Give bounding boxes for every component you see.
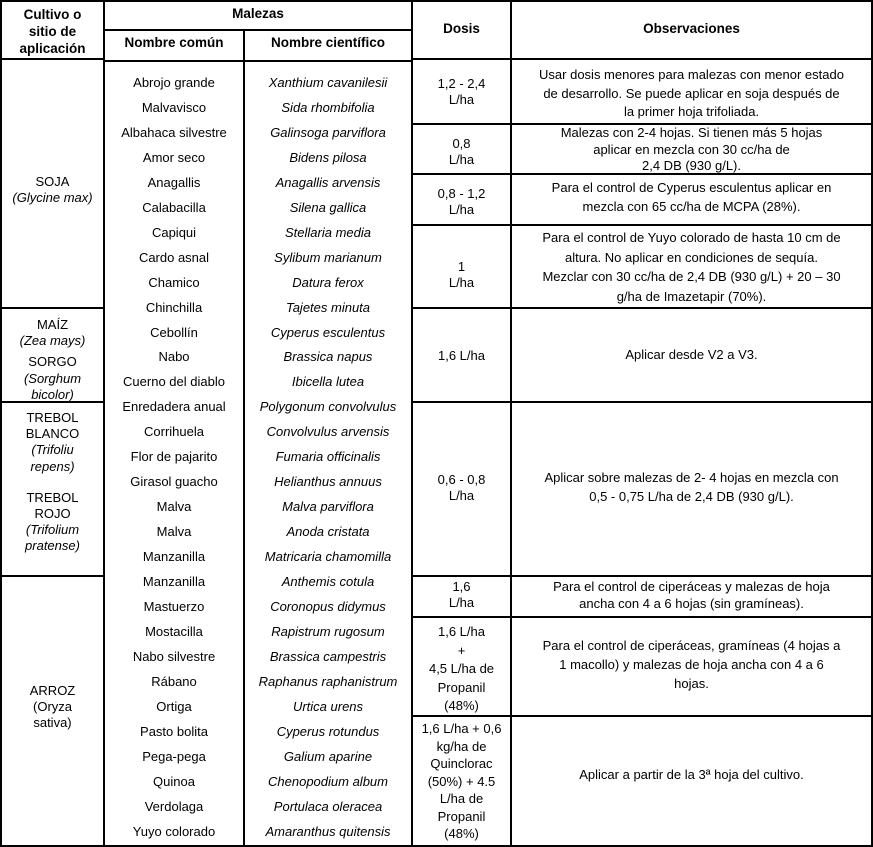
observation-line: 1 macollo) y malezas de hoja ancha con 4 a 6: [559, 657, 824, 672]
weed-common-name: Nabo silvestre: [132, 649, 216, 664]
weed-common-name: Cuerno del diablo: [123, 374, 225, 389]
dose-cell: [413, 623, 510, 716]
header-cultivo-line: Cultivo o: [23, 7, 82, 22]
dose-line: kg/ha de: [436, 738, 487, 754]
header-cultivo-line: aplicación: [19, 41, 86, 56]
header-cultivo-line: sitio de: [28, 24, 77, 39]
dose-line: L/ha: [448, 202, 475, 217]
observation-cell: [512, 228, 871, 306]
dose-line: L/ha: [448, 92, 475, 107]
weed-scientific-name: Convolvulus arvensis: [266, 424, 390, 439]
dose-cell: [413, 720, 510, 843]
header-bottom-left: [0, 58, 105, 60]
observation-line: de desarrollo. Se puede aplicar en soja después de: [543, 85, 840, 101]
observation-cell: [512, 766, 871, 785]
dose-line: 1,2 - 2,4: [437, 76, 486, 91]
weed-common-name: Capiqui: [151, 225, 197, 240]
header-dosis: Dosis: [443, 21, 480, 36]
dose-line: +: [457, 642, 466, 658]
crop-scientific: bicolor): [31, 386, 74, 402]
header-bottom-right: [411, 58, 873, 60]
weed-common-name: Manzanilla: [142, 549, 206, 564]
observation-line: Usar dosis menores para malezas con menor estado: [539, 67, 844, 82]
weed-scientific-name: Tajetes minuta: [285, 300, 371, 315]
weed-scientific-name: Malva parviflora: [282, 499, 374, 514]
dose-line: (48%): [444, 698, 479, 713]
weed-scientific-name: Raphanus raphanistrum: [258, 674, 398, 689]
dose-line: 1,6: [452, 579, 471, 594]
weed-common-name: Malva: [156, 499, 192, 514]
dose-divider: [411, 616, 873, 618]
crop-scientific: pratense): [25, 538, 80, 554]
observation-line: Aplicar desde V2 a V3.: [625, 347, 758, 362]
weed-common-name: Chinchilla: [145, 300, 203, 315]
weed-common-name: Enredadera anual: [122, 399, 226, 414]
observation-line: altura. No aplicar en condiciones de sequía.: [565, 249, 818, 265]
weed-scientific-name: Urtica urens: [292, 699, 364, 714]
crop-scientific: sativa): [33, 715, 72, 731]
weed-common-name: Quinoa: [153, 774, 195, 789]
dose-divider: [411, 401, 873, 403]
observation-cell: [512, 578, 871, 612]
dose-cell: [413, 76, 510, 108]
dose-divider: [411, 307, 873, 309]
observation-line: g/ha de Imazetapir (70%).: [616, 288, 767, 304]
table-border-top: [0, 0, 873, 2]
weed-common-name: Corrihuela: [144, 424, 204, 439]
weed-scientific-name: Cyperus esculentus: [270, 325, 386, 340]
weed-common-name: Anagallis: [147, 175, 201, 190]
crop-scientific: (Glycine max): [12, 190, 93, 206]
weed-common-name: Malva: [156, 524, 192, 539]
weed-common-name: Abrojo grande: [133, 75, 215, 90]
weed-common-name: Mastuerzo: [143, 599, 205, 614]
observation-line: Para el control de Yuyo colorado de hasta 10 cm de: [542, 230, 841, 245]
weed-scientific-name: Stellaria media: [285, 225, 371, 240]
crop-maiz-sorgo: [2, 317, 103, 403]
observation-line: Aplicar sobre malezas de 2- 4 hojas en mezcla con: [544, 470, 839, 485]
weed-scientific-name: Datura ferox: [292, 275, 364, 290]
weed-scientific-name: Bidens pilosa: [289, 150, 367, 165]
crop-scientific: (Trifoliu: [31, 442, 74, 458]
weed-common-name: Malvavisco: [141, 100, 207, 115]
weed-scientific-name: Fumaria officinalis: [275, 449, 381, 464]
observation-line: ancha con 4 a 6 hojas (sin gramíneas).: [579, 596, 804, 611]
observation-line: Malezas con 2-4 hojas. Si tienen más 5 hojas: [560, 125, 823, 140]
observation-line: la primer hoja trifoliada.: [623, 104, 760, 120]
observation-line: Para el control de ciperáceas y malezas de hoja: [553, 579, 830, 594]
weed-common-name: Verdolaga: [144, 799, 204, 814]
observation-line: hojas.: [674, 676, 709, 691]
weed-common-name: Cardo asnal: [138, 250, 210, 265]
weed-scientific-name: Silena gallica: [289, 200, 367, 215]
crop-name: SOJA: [35, 174, 70, 189]
weed-common-name: Calabacilla: [142, 200, 206, 215]
observation-line: 2,4 DB (930 g/L).: [642, 158, 741, 173]
weed-scientific-name: Portulaca oleracea: [273, 799, 383, 814]
crop-divider: [0, 575, 105, 577]
dose-line: 0,8 - 1,2: [437, 186, 486, 201]
crop-name: TREBOL: [26, 410, 79, 425]
dose-cell: [413, 579, 510, 611]
crop-name: BLANCO: [25, 426, 80, 442]
crop-name: MAÍZ: [36, 317, 69, 332]
weed-common-name: Chamico: [148, 275, 200, 290]
header-subdivider: [103, 29, 412, 31]
weed-common-name: Yuyo colorado: [132, 824, 216, 839]
crop-name: ARROZ: [29, 683, 76, 698]
observation-line: 0,5 - 0,75 L/ha de 2,4 DB (930 g/L).: [589, 488, 794, 504]
dose-line: (48%): [444, 826, 479, 841]
crop-trebol: [2, 410, 103, 555]
dose-line: Quinclorac: [430, 756, 493, 771]
weed-scientific-name: Amaranthus quitensis: [265, 824, 391, 839]
dose-line: 0,8: [452, 136, 471, 151]
crop-scientific: (Oryza: [33, 699, 72, 715]
dose-divider: [411, 224, 873, 226]
weed-scientific-name: Brassica campestris: [269, 649, 387, 664]
observation-cell: [512, 179, 871, 216]
weed-scientific-name: Rapistrum rugosum: [271, 624, 385, 639]
crop-name: TREBOL: [26, 489, 79, 505]
crop-scientific: (Trifolium: [25, 522, 80, 538]
weed-scientific-name: Anthemis cotula: [281, 574, 375, 589]
weed-scientific-name: Matricaria chamomilla: [264, 549, 392, 564]
crop-scientific: (Zea mays): [19, 333, 86, 349]
header-bottom-weeds: [103, 60, 412, 62]
dose-line: L/ha: [448, 152, 475, 167]
weed-common-name: Pega-pega: [142, 749, 206, 764]
observation-cell: [512, 469, 871, 506]
dose-line: L/ha de: [439, 791, 484, 806]
dose-line: 1,6 L/ha: [438, 348, 485, 363]
weed-common-name: Nabo: [158, 349, 190, 364]
crop-soja: [2, 174, 103, 206]
dose-cell: [413, 259, 510, 291]
weed-scientific-name: Brassica napus: [283, 349, 373, 364]
dose-line: L/ha: [448, 275, 475, 290]
dose-line: 1: [457, 259, 466, 274]
weed-scientific-name: Xanthium cavanilesii: [268, 75, 388, 90]
dose-cell: [413, 348, 510, 364]
weed-scientific-name: Coronopus didymus: [270, 599, 386, 614]
header-observaciones: Observaciones: [643, 21, 740, 36]
observation-cell: [512, 66, 871, 122]
weed-scientific-name: Galinsoga parviflora: [270, 125, 386, 140]
weed-common-name: Flor de pajarito: [130, 449, 218, 464]
observation-line: mezcla con 65 cc/ha de MCPA (28%).: [582, 198, 801, 214]
weed-scientific-name: Polygonum convolvulus: [259, 399, 397, 414]
dose-cell: [413, 472, 510, 504]
weed-scientific-name: Anoda cristata: [286, 524, 370, 539]
weed-common-name: Amor seco: [142, 150, 206, 165]
dose-line: L/ha: [448, 595, 475, 610]
dose-line: Propanil: [437, 679, 486, 695]
observation-line: Para el control de Cyperus esculentus aplicar en: [551, 180, 832, 195]
header-cultivo: [2, 6, 103, 57]
dose-line: 4,5 L/ha de: [428, 661, 495, 676]
dose-cell: [413, 186, 510, 218]
weed-scientific-name: Galium aparine: [283, 749, 373, 764]
crop-name: SORGO: [28, 354, 77, 370]
observation-cell: [512, 636, 871, 693]
header-nombre-cientifico: Nombre científico: [270, 35, 386, 50]
dose-line: 1,6 L/ha: [438, 624, 485, 639]
weed-scientific-name: Ibicella lutea: [291, 374, 365, 389]
weed-scientific-name: Anagallis arvensis: [275, 175, 381, 190]
weed-common-name: Rábano: [151, 674, 197, 689]
weed-common-name: Pasto bolita: [140, 724, 208, 739]
observation-line: aplicar en mezcla con 30 cc/ha de: [593, 141, 790, 157]
weed-common-name: Girasol guacho: [130, 474, 218, 489]
header-nombre-comun: Nombre común: [124, 35, 224, 50]
observation-cell: [512, 346, 871, 365]
weed-scientific-name: Sida rhombifolia: [281, 100, 375, 115]
weed-common-name: Mostacilla: [145, 624, 203, 639]
dose-line: L/ha: [448, 488, 475, 503]
weed-common-name: Ortiga: [156, 699, 192, 714]
dose-line: 0,6 - 0,8: [437, 472, 486, 487]
crop-name: ROJO: [34, 506, 71, 522]
crop-divider: [0, 307, 105, 309]
dose-line: Propanil: [437, 808, 486, 824]
weed-common-name: Albahaca silvestre: [121, 125, 227, 140]
weed-common-name: Cebollín: [150, 325, 198, 340]
crop-arroz: [2, 683, 103, 732]
crop-scientific: (Sorghum: [23, 370, 82, 386]
header-malezas: Malezas: [232, 6, 284, 21]
weed-scientific-name: Sylibum marianum: [274, 250, 382, 265]
weed-scientific-name: Chenopodium album: [268, 774, 388, 789]
crop-scientific: repens): [30, 458, 75, 474]
dose-cell: [413, 136, 510, 168]
weed-scientific-name: Helianthus annuus: [274, 474, 382, 489]
dose-divider: [411, 575, 873, 577]
observation-line: Mezclar con 30 cc/ha de 2,4 DB (930 g/L) + 20 – 30: [542, 269, 841, 284]
weed-common-name: Manzanilla: [142, 574, 206, 589]
dose-line: (50%) + 4.5: [427, 773, 496, 789]
observation-line: Para el control de ciperáceas, gramíneas (4 hojas a: [542, 638, 841, 653]
observation-line: Aplicar a partir de la 3ª hoja del cultivo.: [579, 767, 804, 782]
dose-line: 1,6 L/ha + 0,6: [421, 721, 502, 736]
observation-cell: [512, 125, 871, 175]
weed-scientific-name: Cyperus rotundus: [276, 724, 380, 739]
